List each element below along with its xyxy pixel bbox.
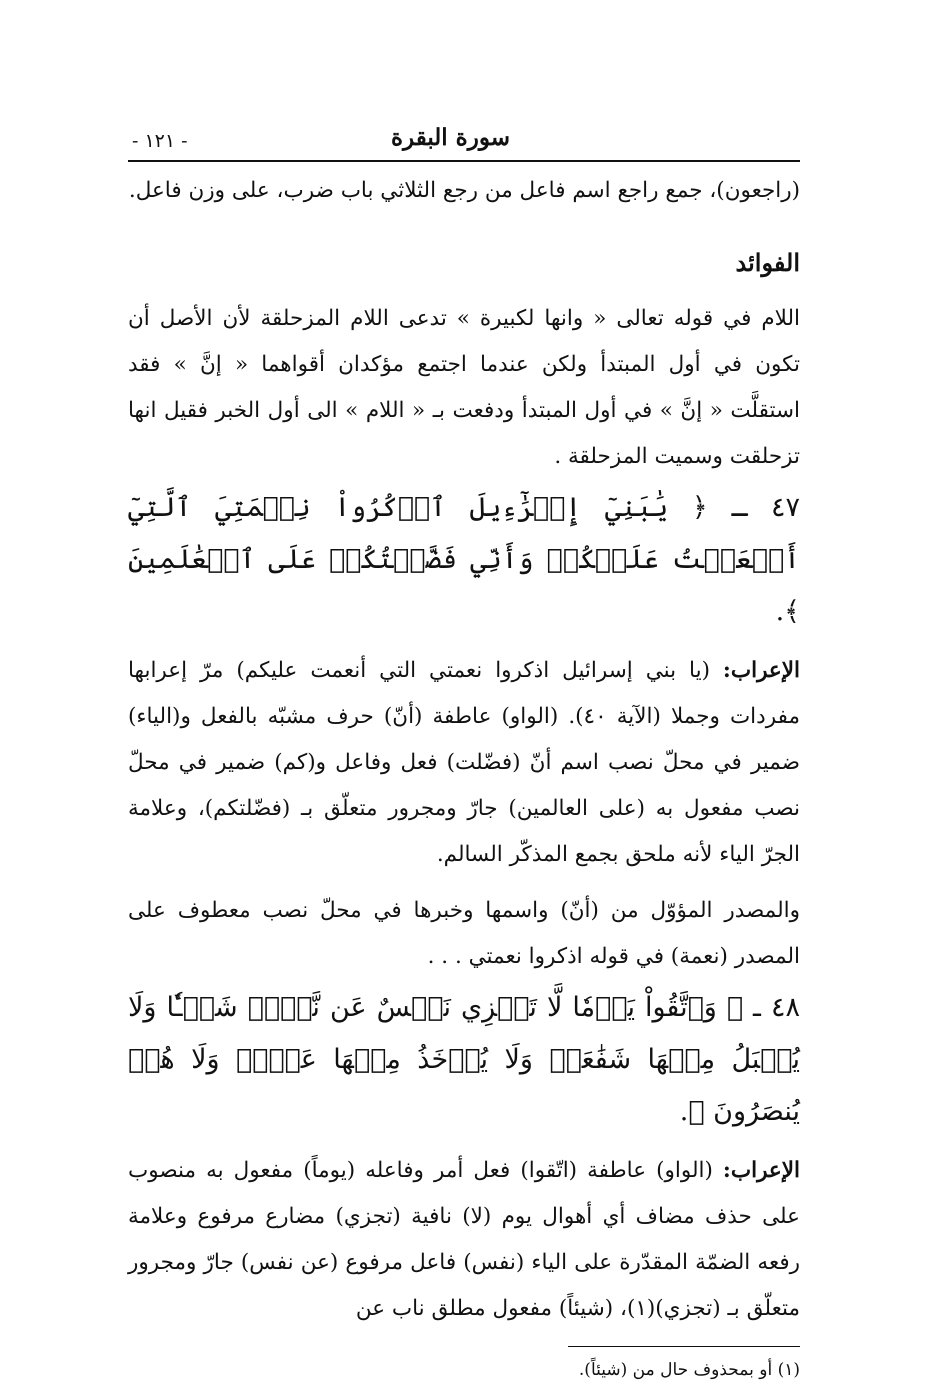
irab-paragraph-48 — [128, 1148, 800, 1332]
header-rule — [128, 160, 800, 162]
irab-text: (الواو) عاطفة (اتّقوا) فعل أمر وفاعله (يوماً) مفعول به منصوب على حذف مضاف أي أهوال يوم (لا) نافية (تجزي) مضارع مرفوع وعلامة رفعه الضمّة المقدّرة على الياء (نفس) فاعل مرفوع (عن نفس) جارّ ومجرور متعلّق بـ (تجزي)(١)، (شيئاً) مفعول مطلق ناب عن — [128, 1158, 800, 1321]
spacer — [128, 1138, 800, 1148]
irab-label: الإعراب: — [722, 658, 800, 683]
verse-47: ٤٧ ـ ﴿ يَٰبَنِيٓ إِسۡرَٰٓءِيلَ ٱذۡكُرُواْ نِعۡمَتِيَ ٱلَّتِيٓ أَنۡعَمۡتُ عَلَيۡكُمۡ وَأَنِّي فَضَّلۡتُكُمۡ عَلَى ٱلۡعَٰلَمِينَ ﴾. — [128, 492, 800, 627]
page-header — [128, 118, 800, 160]
running-title: سورة البقرة — [390, 124, 510, 151]
book-page — [128, 118, 800, 1385]
masdar-paragraph: والمصدر المؤوّل من (أنّ) واسمها وخبرها في محلّ نصب معطوف على المصدر (نعمة) في قوله اذكروا نعمتي . . . — [128, 898, 800, 969]
verse-48: ٤٨ ـ ﴿ وَٱتَّقُواْ يَوۡمٗا لَّا تَجۡزِي نَفۡسٌ عَن نَّفۡسٖ شَيۡـٔٗا وَلَا يُقۡبَلُ مِنۡهَا شَفَٰعَةٞ وَلَا يُؤۡخَذُ مِنۡهَا عَدۡلٞ وَلَا هُمۡ يُنصَرُونَ ﴾. — [128, 992, 800, 1127]
irab-text: (يا بني إسرائيل اذكروا نعمتي التي أنعمت عليكم) مرّ إعرابها مفردات وجملا (الآية ٤٠). (الواو) عاطفة (أنّ) حرف مشبّه بالفعل و(الياء) ضمير في محلّ نصب اسم أنّ (فضّلت) فعل وفاعل و(كم) ضمير في محلّ نصب مفعول به (على العالمين) جارّ ومجرور متعلّق بـ (فضّلتكم)، وعلامة الجرّ الياء لأنه ملحق بجمع المذكّر السالم. — [128, 658, 800, 867]
section-heading-fawaid: الفوائد — [735, 248, 800, 277]
fawaid-paragraph: اللام في قوله تعالى « وانها لكبيرة » تدعى اللام المزحلقة لأن الأصل أن تكون في أول المبتدأ ولكن عندما اجتمع مؤكدان أقواهما « إنَّ » فقد استقلَّت « إنَّ » في أول المبتدأ ودفعت بـ « اللام » الى أول الخبر فقيل انها تزحلقت وسميت المزحلقة . — [128, 306, 800, 469]
spacer — [128, 638, 800, 648]
page-number: - ١٢١ - — [132, 130, 188, 152]
footnote: (١) أو بمحذوف حال من (شيئاً). — [578, 1360, 800, 1380]
intro-paragraph: (راجعون)، جمع راجع اسم فاعل من رجع الثلاثي باب ضرب، على وزن فاعل. — [128, 178, 800, 203]
irab-paragraph-47 — [128, 648, 800, 878]
spacer — [128, 878, 800, 888]
irab-label: الإعراب: — [722, 1158, 800, 1183]
footnote-rule — [568, 1346, 800, 1347]
